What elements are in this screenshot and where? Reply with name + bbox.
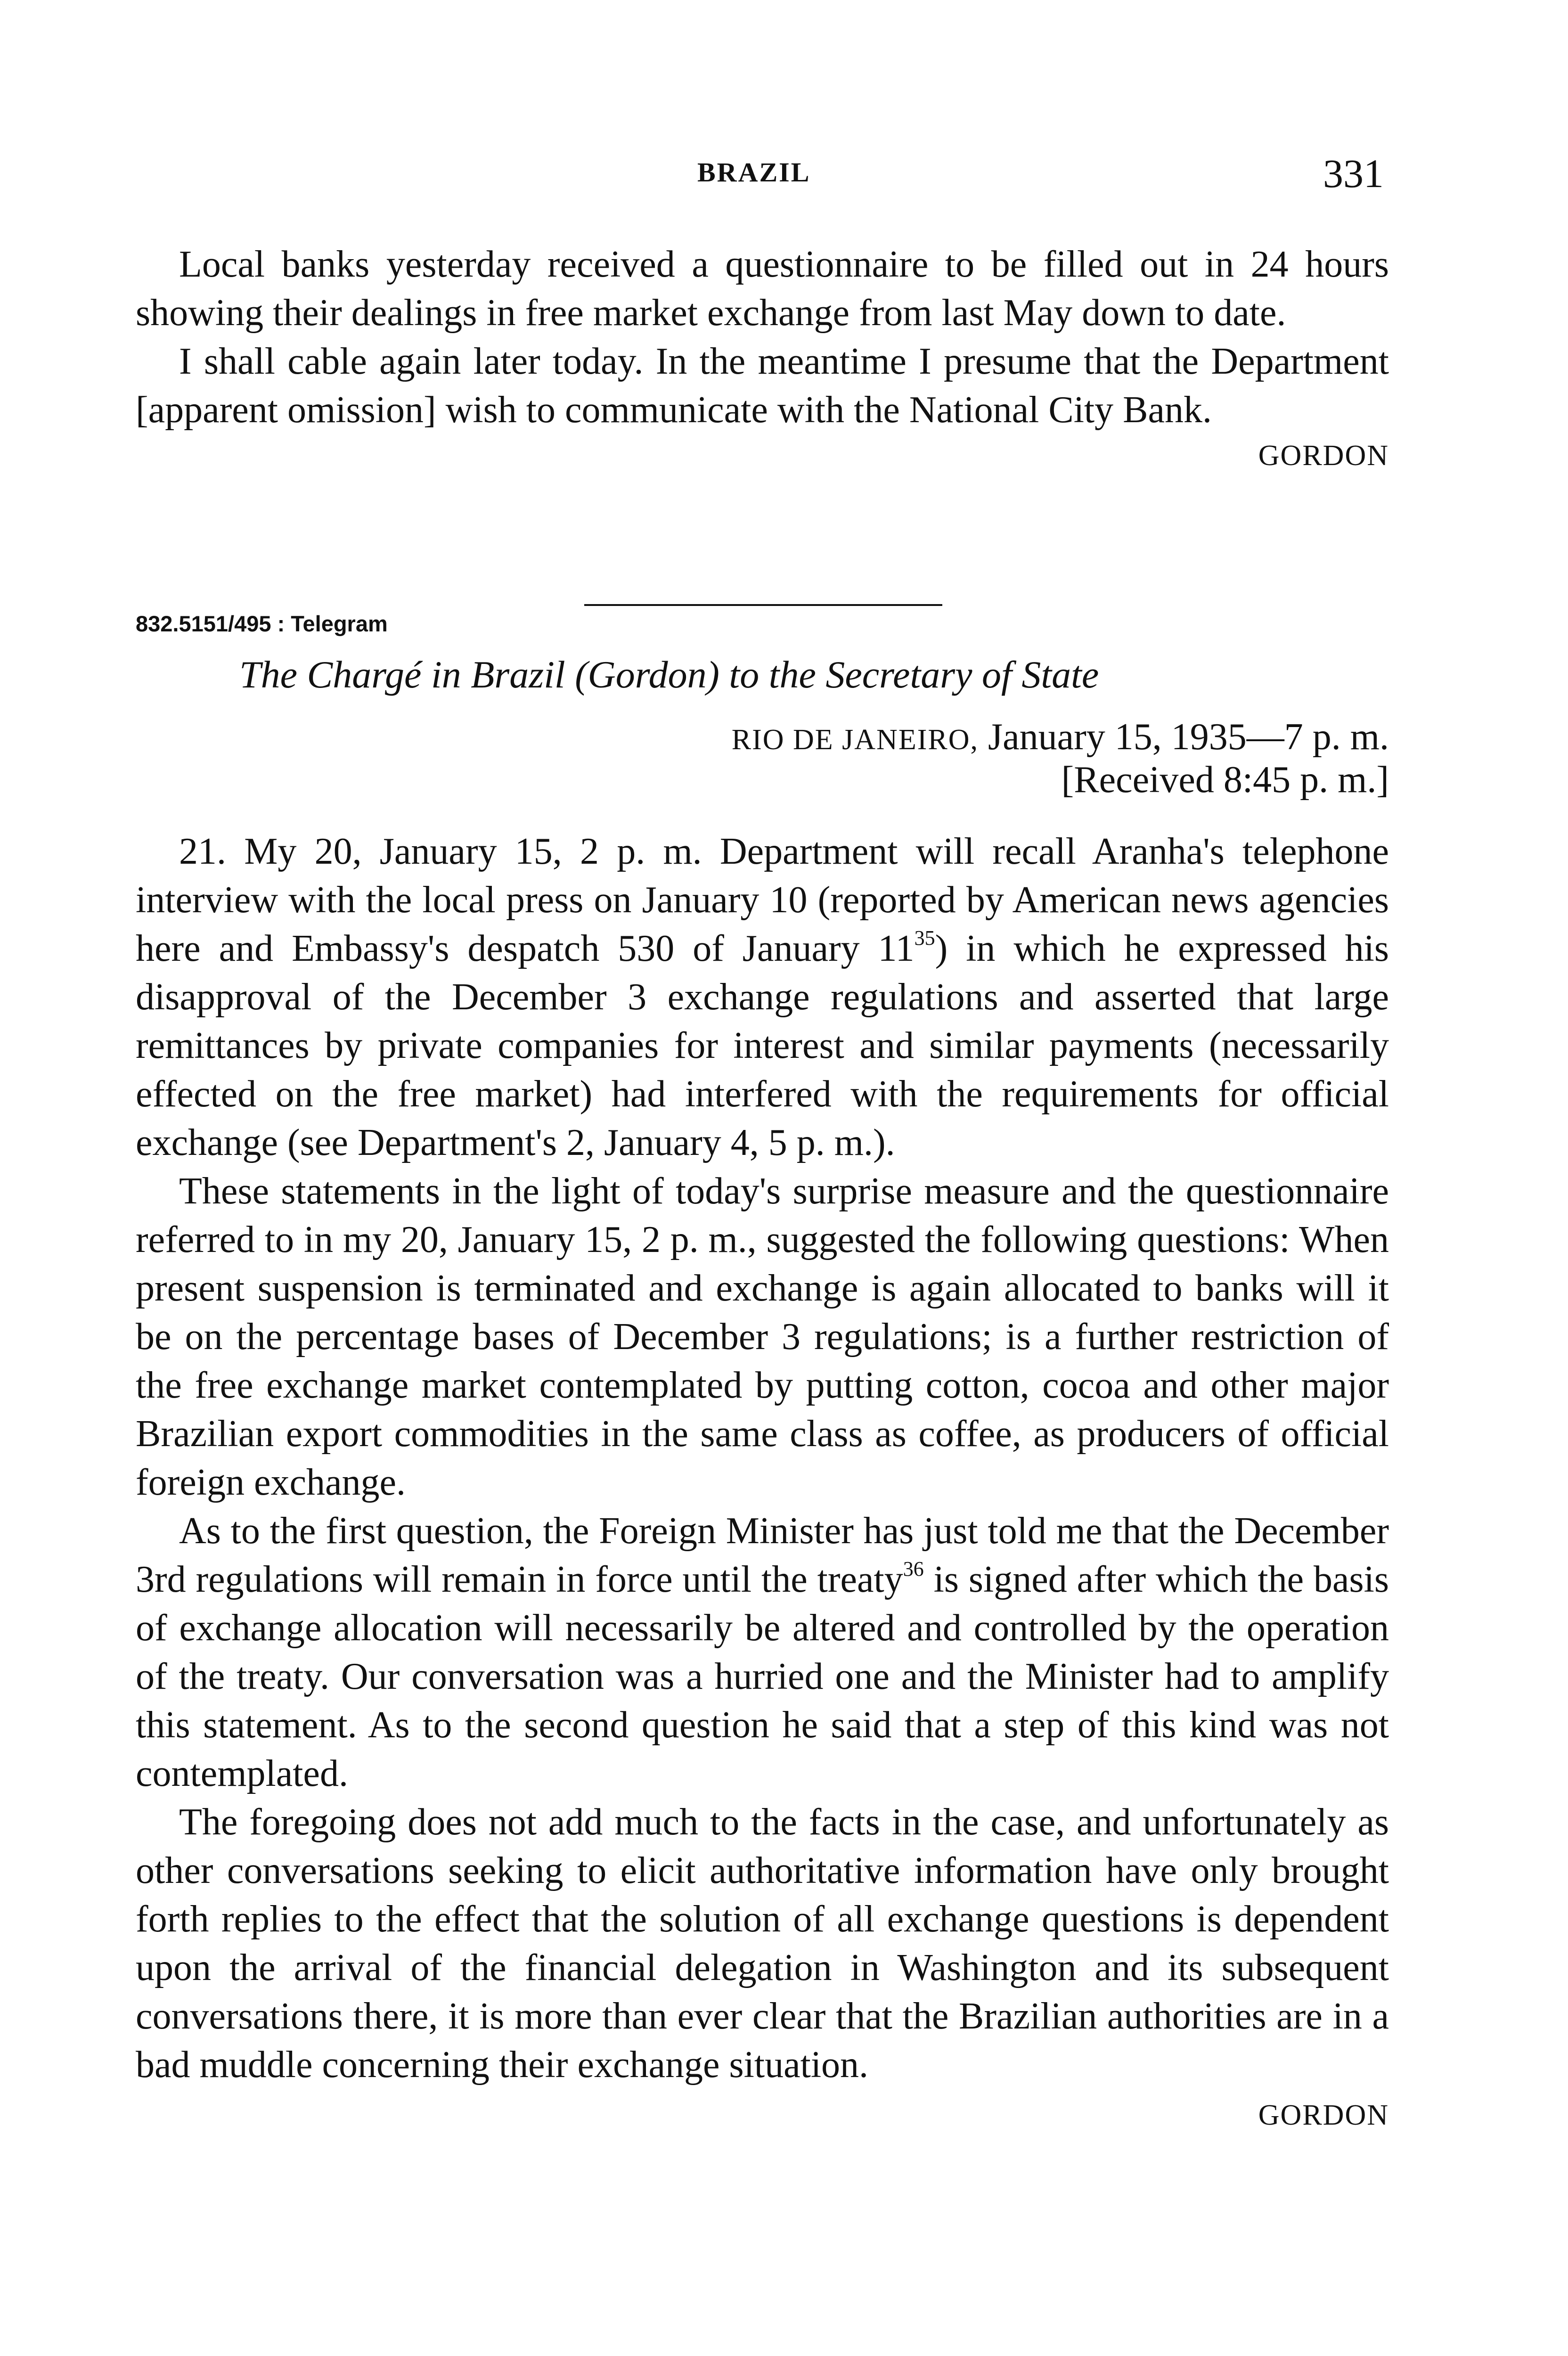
- footnote-ref-36[interactable]: 36: [903, 1557, 924, 1580]
- continuation-paragraph-2: I shall cable again later today. In the meantime I presume that the Department [apparent omission] wish to communicate with the National City Bank.: [136, 341, 1389, 431]
- continuation-paragraph-1: Local banks yesterday received a questionnaire to be filled out in 24 hours showing their dealings in free market exchange from last May down to date.: [136, 244, 1389, 334]
- body-paragraph-4: The foregoing does not add much to the facts in the case, and unfortunately as other conversations seeking to elicit authoritative information have only brought forth replies to the effect that the solution of all exchange questions is dependent upon the arrival of the financial delegation in Washington and its subsequent conversations there, it is more than ever clear that the Brazilian authorities are in a bad muddle concerning their exchange situation.: [136, 1801, 1389, 2086]
- dateline: RIO DE JANEIRO, January 15, 1935—7 p. m.: [731, 716, 1389, 758]
- section-divider: [584, 604, 942, 606]
- body-paragraph-2: These statements in the light of today's surprise measure and the questionnaire referred to in my 20, January 15, 2 p. m., suggested the following questions: When present suspension is terminated and exchange is again allocated to banks will it be on the percentage bases of December 3 regulations; is a further restriction of the free exchange market contemplated by putting cotton, cocoa and other major Brazilian export commodities in the same class as coffee, as producers of official foreign exchange.: [136, 1170, 1389, 1503]
- running-head-title: BRAZIL: [697, 157, 811, 188]
- telegram-body: [136, 827, 1389, 2132]
- continuation-text: [136, 240, 1389, 473]
- footnote-ref-35[interactable]: 35: [914, 926, 935, 949]
- document-file-id: 832.5151/495 : Telegram: [136, 611, 388, 636]
- body-paragraph-1: 21. My 20, January 15, 2 p. m. Department will recall Aranha's telephone interview with the local press on January 10 (reported by American news agencies here and Embassy's despatch 530 of January 11$^{35}$) in which he expressed his disapproval of the December 3 exchange regulations and asserted that large remittances by private companies for interest and similar payments (necessarily effected on the free market) had interfered with the requirements for official exchange (see Department's 2, January 4, 5 p. m.).: [136, 831, 1389, 1163]
- body-paragraph-3: As to the first question, the Foreign Minister has just told me that the December 3rd regulations will remain in force until the treaty$^{36}$ is signed after which the basis of exchange allocation will necessarily be altered and controlled by the operation of the treaty. Our conversation was a hurried one and the Minister had to amplify this statement. As to the second question he said that a step of this kind was not contemplated.: [136, 1510, 1389, 1794]
- running-head: [0, 150, 1568, 202]
- closing-signature: GORDON: [1258, 2099, 1389, 2131]
- telegram-header: [136, 611, 1389, 802]
- document-heading: The Chargé in Brazil (Gordon) to the Secretary of State: [239, 653, 1099, 696]
- received-line: [Received 8:45 p. m.]: [1061, 759, 1389, 801]
- signature: GORDON: [1258, 440, 1389, 472]
- page-number: 331: [1323, 151, 1384, 196]
